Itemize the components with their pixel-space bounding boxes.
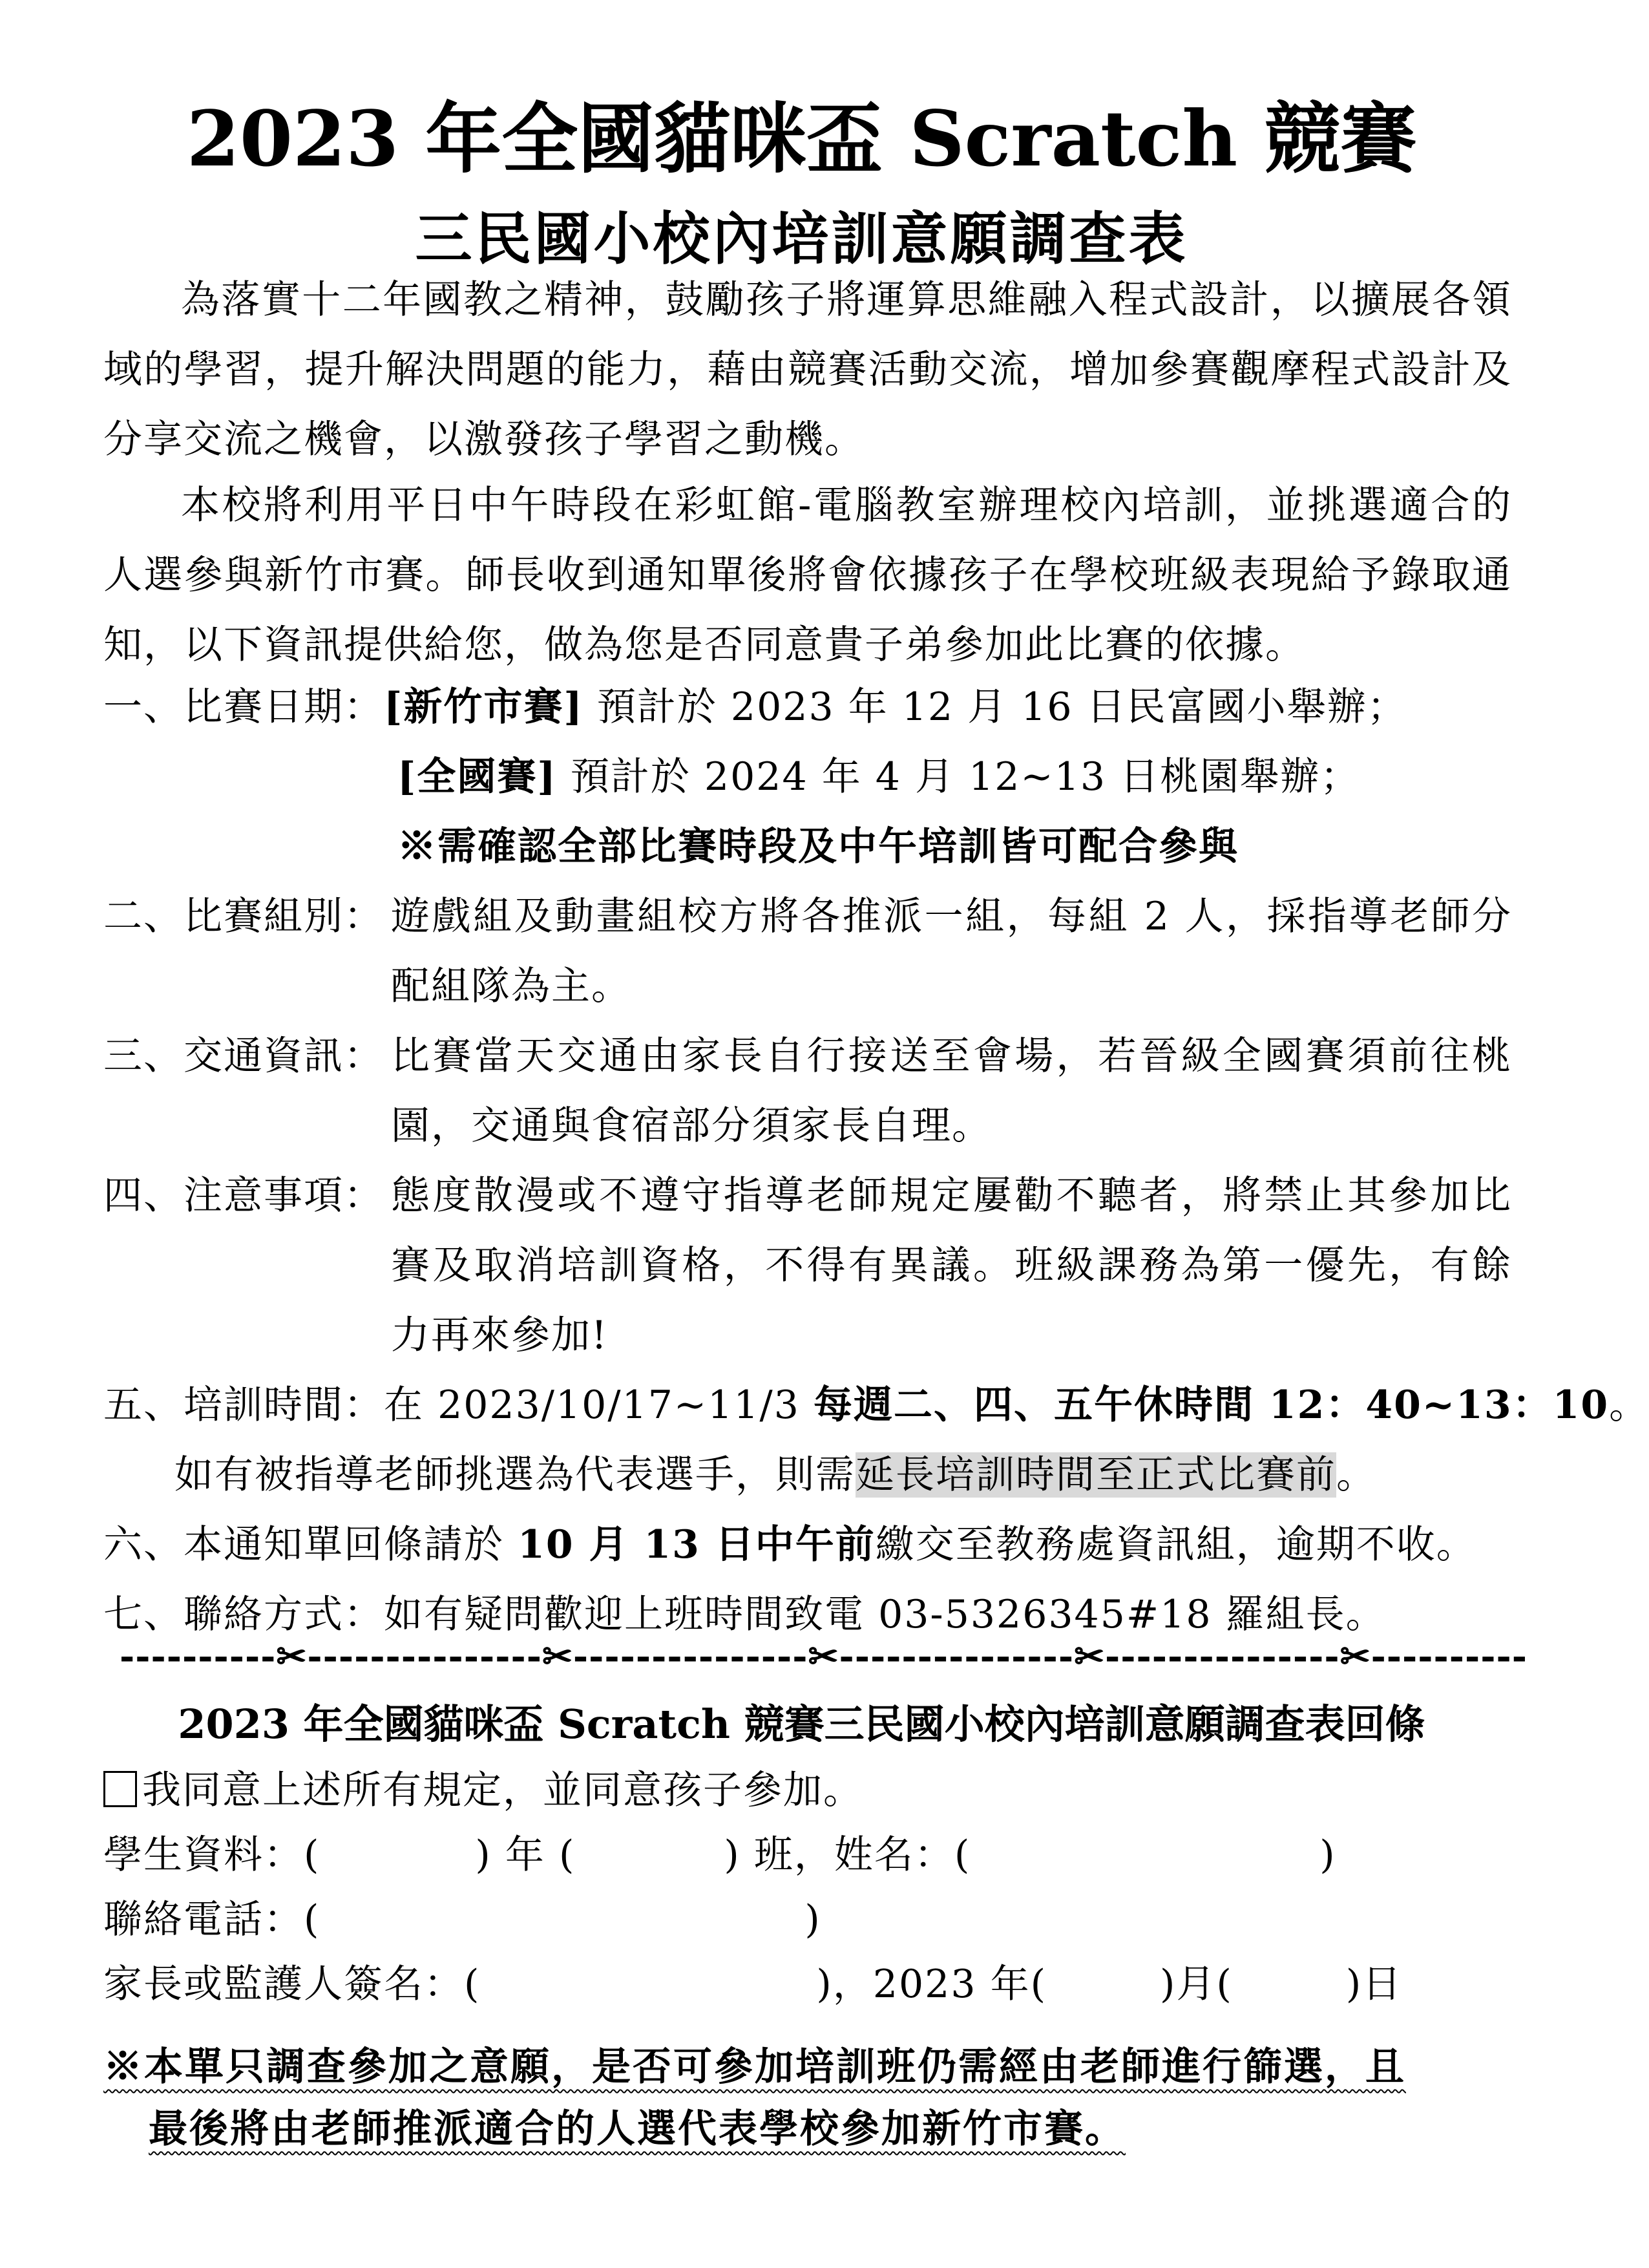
agree-checkbox[interactable]	[103, 1771, 137, 1807]
footnote-line-2	[149, 2098, 1570, 2160]
item-5-text-pre: 在 2023/10/17~11/3	[384, 1383, 814, 1428]
item-2-label: 二、比賽組別：	[103, 894, 384, 939]
signature-day: )日	[1345, 1962, 1403, 2007]
phone-row	[103, 1885, 821, 1955]
cut-line: ----------✂---------------✂---------------✂---------------✂---------------✂----------	[120, 1635, 1528, 1678]
item-6-post: 繳交至教務處資訊組，逾期不收。	[875, 1522, 1476, 1567]
page-title: 2023 年全國貓咪盃 Scratch 競賽	[186, 94, 1417, 184]
item-1-label: 一、比賽日期：	[103, 684, 384, 730]
item-4-label: 四、注意事項：	[103, 1173, 384, 1218]
item-2-text: 遊戲組及動畫組校方將各推派一組，每組 2 人，採指導老師分配組隊為主。	[391, 894, 1512, 1009]
page-subtitle: 三民國小校內培訓意願調查表	[415, 205, 1188, 272]
grade-suffix: ) 年 (	[475, 1832, 576, 1878]
agree-text: 我同意上述所有規定，並同意孩子參加。	[142, 1768, 863, 1813]
item-1-note: ※需確認全部比賽時段及中午培訓皆可配合參與	[397, 824, 1239, 869]
item-6-line	[103, 1510, 1476, 1580]
item-5-label: 五、培訓時間：	[103, 1383, 384, 1428]
item-5-line2-end: 。	[1336, 1452, 1376, 1498]
item-1-city-text: 預計於 2023 年 12 月 16 日民富國小舉辦；	[583, 684, 1407, 730]
item-4-text: 態度散漫或不遵守指導老師規定屢勸不聽者，將禁止其參加比賽及取消培訓資格，不得有異議。班級課務為第一優先，有餘力再來參加!	[391, 1173, 1512, 1358]
signature-row	[103, 1949, 1402, 2019]
signature-month: )月(	[1160, 1962, 1233, 2007]
intro-paragraph-2: 本校將利用平日中午時段在彩虹館-電腦教室辦理校內培訓，並挑選適合的人選參與新竹市賽。師長收到通知單後將會依據孩子在學校班級表現給予錄取通知，以下資訊提供給您，做為您是否同意貴子弟參加此比賽的依據。	[103, 483, 1512, 668]
item-6-pre: 本通知單回條請於	[184, 1522, 518, 1567]
item-5-text-end: 。	[1609, 1383, 1649, 1428]
signature-label: 家長或監護人簽名：(	[103, 1962, 481, 2007]
student-info-row	[103, 1820, 1336, 1890]
item-5-line-1	[103, 1370, 1649, 1440]
item-1-line-2	[397, 742, 1360, 812]
reply-slip-title: 2023 年全國貓咪盃 Scratch 競賽三民國小校內培訓意願調查表回條	[178, 1701, 1425, 1748]
phone-close: )	[804, 1897, 821, 1942]
item-6-deadline: 10 月 13 日中午前	[518, 1522, 876, 1567]
signature-year: )，2023 年(	[816, 1962, 1047, 2007]
agree-row	[103, 1755, 863, 1825]
item-1-city-tag: [新竹市賽]	[384, 684, 583, 730]
item-3-text: 比賽當天交通由家長自行接送至會場，若晉級全國賽須前往桃園，交通與食宿部分須家長自理。	[391, 1033, 1512, 1149]
item-5-line2-pre: 如有被指導老師挑選為代表選手，則需	[174, 1452, 856, 1498]
item-7-text: 如有疑問歡迎上班時間致電 03-5326345#18 羅組長。	[384, 1592, 1386, 1637]
class-suffix: ) 班，姓名：(	[724, 1832, 971, 1878]
footnote-text-2: 最後將由老師推派適合的人選代表學校參加新竹市賽。	[149, 2106, 1126, 2152]
item-6-label: 六、	[103, 1522, 184, 1567]
student-name-close: )	[1319, 1832, 1336, 1878]
item-1-line-1	[103, 672, 1407, 742]
intro-paragraph-1: 為落實十二年國教之精神，鼓勵孩子將運算思維融入程式設計，以擴展各領域的學習，提升解決問題的能力，藉由競賽活動交流，增加參賽觀摩程式設計及分享交流之機會，以激發孩子學習之動機。	[103, 277, 1512, 462]
student-info-label: 學生資料：(	[103, 1832, 320, 1878]
item-5-highlight: 延長培訓時間至正式比賽前	[856, 1452, 1336, 1498]
phone-label: 聯絡電話：(	[103, 1897, 320, 1942]
footnote-line-1	[103, 2036, 1525, 2098]
item-1-national-tag: [全國賽]	[397, 754, 557, 800]
item-5-schedule: 每週二、四、五午休時間 12：40~13：10	[813, 1383, 1610, 1428]
item-5-line-2	[174, 1440, 1376, 1510]
footnote-text-1: ※本單只調查參加之意願，是否可參加培訓班仍需經由老師進行篩選，且	[103, 2044, 1406, 2090]
item-3-label: 三、交通資訊：	[103, 1033, 384, 1079]
item-7-label: 七、聯絡方式：	[103, 1592, 384, 1637]
item-1-national-text: 預計於 2024 年 4 月 12~13 日桃園舉辦；	[556, 754, 1361, 800]
